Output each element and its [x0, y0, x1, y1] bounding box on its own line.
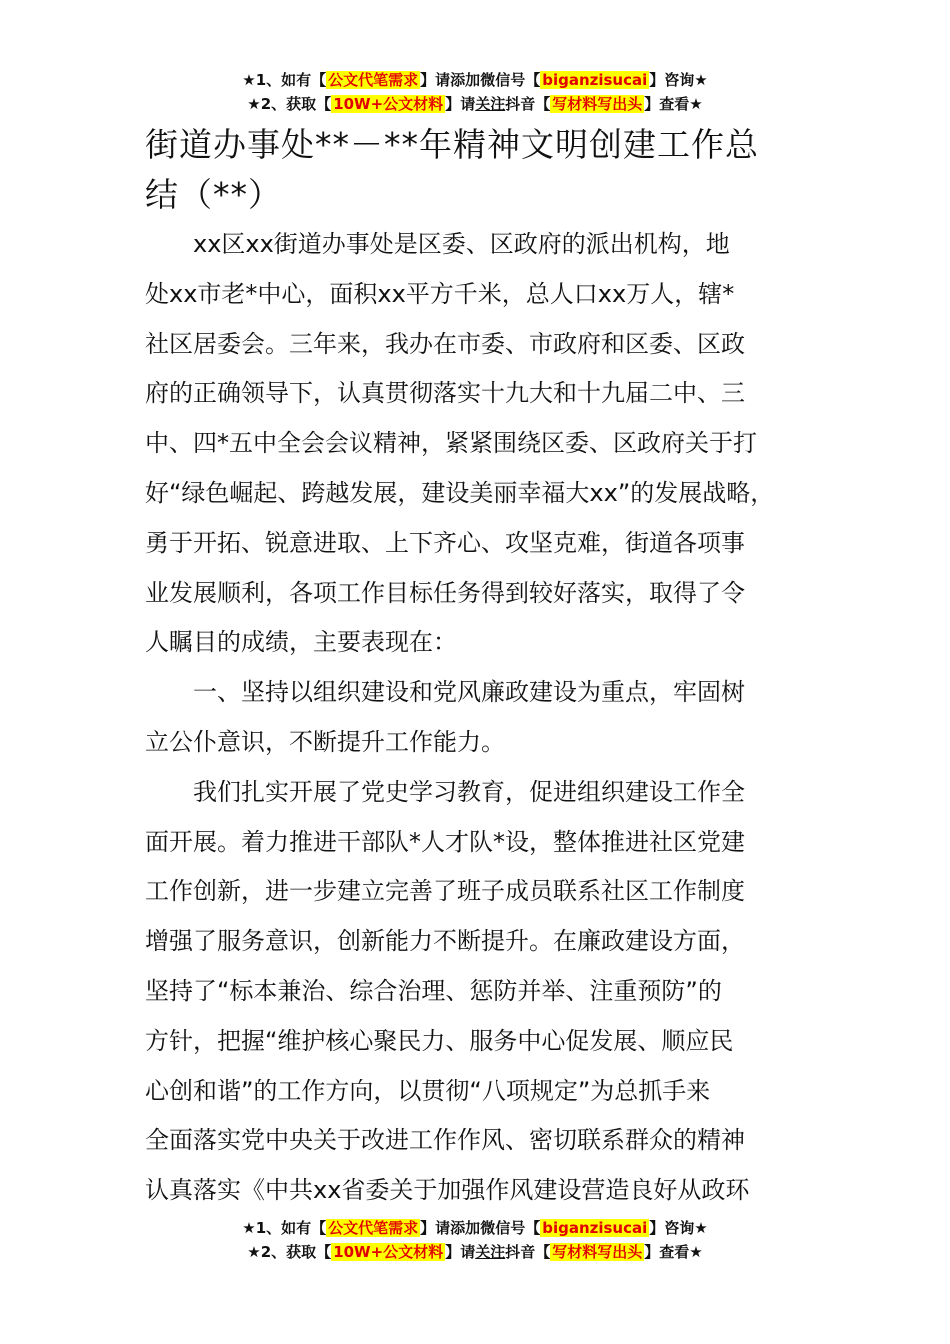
text-line: 处xx市老*中心，面积xx平方千米，总人口xx万人，辖* [145, 279, 735, 308]
promo-banner-top [0, 68, 950, 116]
promo-highlight: 10W+公文材料 [333, 95, 444, 113]
promo-line-1 [0, 1216, 950, 1240]
text-line: 全面落实党中央关于改进工作作风、密切联系群众的精神 [145, 1126, 745, 1155]
title-line: 街道办事处**－**年精神文明创建工作总 [145, 125, 759, 164]
promo-text: 】请 [445, 95, 476, 113]
promo-underline: 关注 [475, 95, 506, 113]
text-line: 增强了服务意识，创新能力不断提升。在廉政建设方面， [145, 927, 745, 956]
promo-text: ★1、如有【 [242, 1219, 327, 1237]
document-body [145, 120, 807, 1216]
text-line: 方针，把握“维护核心聚民力、服务中心促发展、顺应民 [145, 1026, 734, 1055]
text-line: 好“绿色崛起、跨越发展，建设美丽幸福大xx”的发展战略， [145, 478, 775, 507]
promo-text: 】咨询★ [649, 1219, 708, 1237]
promo-text: 抖音【 [505, 1243, 551, 1261]
wechat-id-highlight: biganzisucai [542, 71, 648, 89]
promo-line-2 [0, 1240, 950, 1264]
douyin-highlight: 写材料写出头 [552, 95, 643, 113]
text-line: 面开展。着力推进干部队*人才队*设，整体推进社区党建 [145, 827, 745, 856]
text-line: 坚持了“标本兼治、综合治理、惩防并举、注重预防”的 [145, 976, 722, 1005]
promo-underline: 关注 [475, 1243, 506, 1261]
paragraph-organization [145, 768, 807, 1216]
section-heading-1 [145, 668, 807, 768]
text-line: 业发展顺利，各项工作目标任务得到较好落实，取得了令 [145, 578, 745, 607]
promo-text: ★2、获取【 [247, 95, 332, 113]
promo-text: 微信号【 [480, 1219, 541, 1237]
promo-text: 】请添加 [420, 71, 481, 89]
promo-text: 】请 [445, 1243, 476, 1261]
promo-text: 】查看★ [644, 1243, 703, 1261]
title-line: 结（**） [145, 175, 282, 214]
promo-banner-bottom [0, 1216, 950, 1264]
paragraph-intro [145, 220, 807, 668]
promo-text: 抖音【 [505, 95, 551, 113]
promo-line-1 [0, 68, 950, 92]
text-line: 中、四*五中全会会议精神，紧紧围绕区委、区政府关于打 [145, 429, 757, 458]
promo-text: ★2、获取【 [247, 1243, 332, 1261]
promo-text: ★1、如有【 [242, 71, 327, 89]
promo-text: 微信号【 [480, 71, 541, 89]
promo-text: 】请添加 [420, 1219, 481, 1237]
document-title [145, 120, 807, 220]
promo-highlight: 公文代笔需求 [328, 1219, 419, 1237]
wechat-id-highlight: biganzisucai [542, 1219, 648, 1237]
text-line: 府的正确领导下，认真贯彻落实十九大和十九届二中、三 [145, 379, 745, 408]
promo-highlight: 公文代笔需求 [328, 71, 419, 89]
promo-text: 】查看★ [644, 95, 703, 113]
text-line: 心创和谐”的工作方向，以贯彻“八项规定”为总抓手来 [145, 1076, 711, 1105]
promo-line-2 [0, 92, 950, 116]
promo-highlight: 10W+公文材料 [333, 1243, 444, 1261]
text-line: 勇于开拓、锐意进取、上下齐心、攻坚克难，街道各项事 [145, 528, 745, 557]
text-line: 一、坚持以组织建设和党风廉政建设为重点，牢固树 [193, 678, 745, 707]
text-line: 认真落实《中共xx省委关于加强作风建设营造良好从政环 [145, 1176, 750, 1205]
text-line: 立公仆意识，不断提升工作能力。 [145, 727, 505, 756]
promo-text: 】咨询★ [649, 71, 708, 89]
text-line: 我们扎实开展了党史学习教育，促进组织建设工作全 [193, 777, 745, 806]
text-line: xx区xx街道办事处是区委、区政府的派出机构，地 [193, 230, 730, 258]
text-line: 工作创新，进一步建立完善了班子成员联系社区工作制度 [145, 877, 745, 906]
text-line: 社区居委会。三年来，我办在市委、市政府和区委、区政 [145, 329, 745, 358]
douyin-highlight: 写材料写出头 [552, 1243, 643, 1261]
text-line: 人瞩目的成绩，主要表现在： [145, 628, 457, 657]
